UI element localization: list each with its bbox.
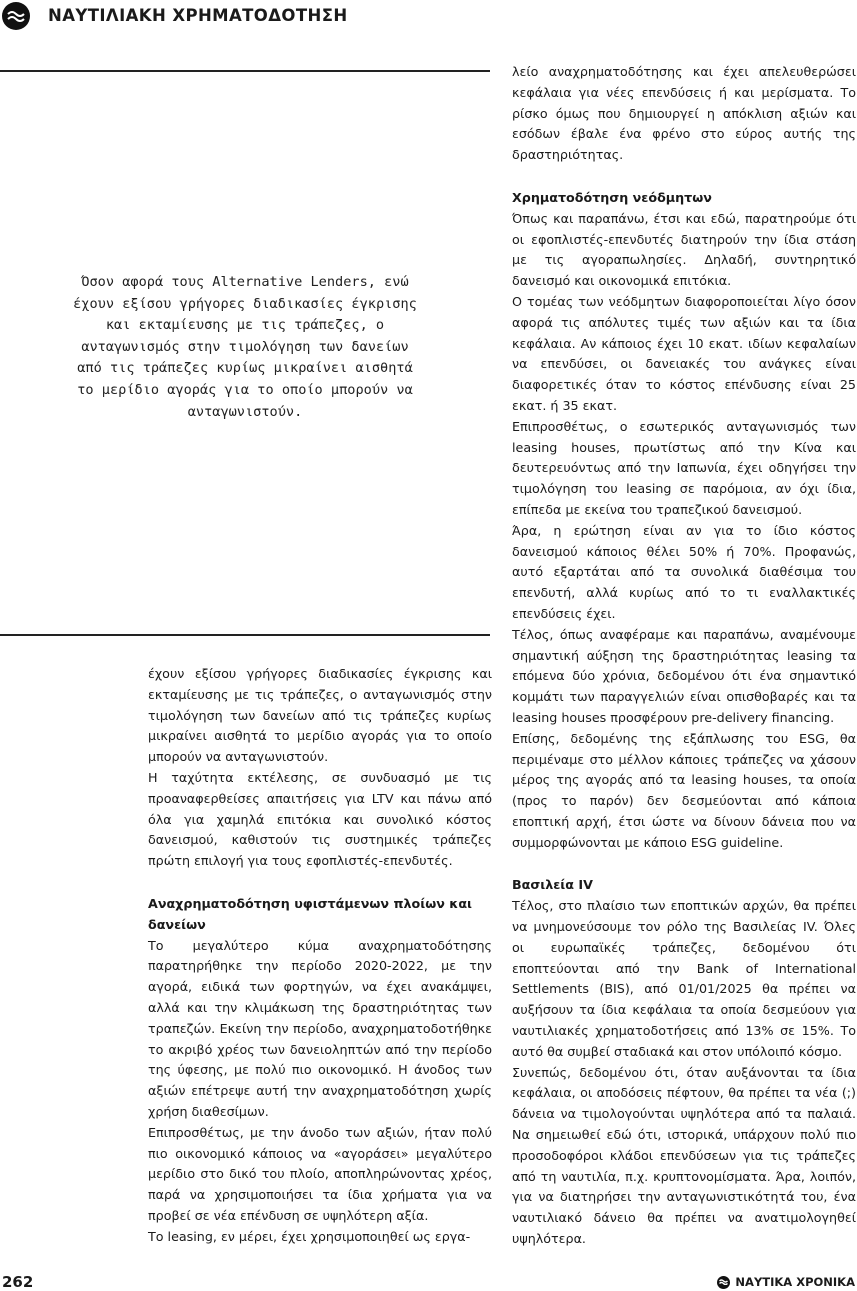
footer-brand: [717, 1275, 855, 1289]
pullquote-divider: [0, 634, 490, 636]
top-divider: [0, 70, 490, 72]
paragraph: Επιπροσθέτως, με την άνοδο των αξιών, ήταν πολύ πιο οικονομικό κάποιος να «αγοράσει» μεγαλύτερο μερίδιο στο δικό του πλοίο, αποπληρώνοντας χρέος, παρά να χρησιμοποιήσει τα ίδια χρήματα για να προβεί σε νέα επένδυση σε υψηλότερη αξία.: [148, 1124, 492, 1223]
section-heading-refinancing: Αναχρηματοδότηση υφιστάμενων πλοίων και δανείων: [148, 895, 472, 932]
section-heading-basel-iv: Βασιλεία IV: [512, 877, 593, 893]
page-number: 262: [2, 1273, 34, 1291]
paragraph: Επιπροσθέτως, ο εσωτερικός ανταγωνισμός των leasing houses, πρωτίστως από την Κίνα και δευτερευόντως από την Ιαπωνία, έχει οδηγήσει την τιμολόγηση του leasing σε παρόμοια, αν όχι ίδια, επίπεδα με εκείνα του τραπεζικού δανεισμού.: [512, 418, 856, 517]
section-title: ΝΑΥΤΙΛΙΑΚΗ ΧΡΗΜΑΤΟΔΟΤΗΣΗ: [48, 6, 348, 25]
brand-name: ΝΑΥΤΙΚΑ ΧΡΟΝΙΚΑ: [735, 1275, 855, 1289]
left-column: [148, 664, 492, 1248]
pull-quote: Όσον αφορά τους Alternative Lenders, ενώ έχουν εξίσου γρήγορες διαδικασίες έγκρισης και εκταμίευσης με τις τράπεζες, ο ανταγωνισμός στην τιμολόγηση των δανείων από τις τράπεζες κυρίως μικραίνει αισθητά το μερίδιο αγοράς για το οποίο μπορούν να ανταγωνιστούν.: [73, 274, 417, 420]
wave-logo-icon: [2, 2, 30, 30]
paragraph: Συνεπώς, δεδομένου ότι, όταν αυξάνονται τα ίδια κεφάλαια, οι αποδόσεις πέφτουν, θα πρέπει τα νέα (;) δάνεια να τιμολογούνται υψηλότερα από τα παλαιά. Να σημειωθεί εδώ ότι, ιστορικά, υπάρχουν πολύ πιο προσοδοφόροι κλάδοι επενδύσεων για τις τράπεζες από τη ναυτιλία, π.χ. κρυπτονομίσματα. Άρα, λοιπόν, για να διατηρήσει την ανταγωνιστικότητά του, ένα ναυτιλιακό δάνειο θα πρέπει να ανατιμολογηθεί υψηλότερα.: [512, 1064, 856, 1247]
right-column: [512, 62, 856, 1250]
paragraph: Άρα, η ερώτηση είναι αν για το ίδιο κόστος δανεισμού κάποιος θέλει 50% ή 70%. Προφανώς, αυτό εξαρτάται από τα συνολικά διαθέσιμα του επενδυτή, αλλά κυρίως από το τι εναλλακτικές επενδύσεις έχει.: [512, 522, 856, 621]
paragraph: Επίσης, δεδομένης της εξάπλωσης του ESG, θα περιμέναμε στο μέλλον κάποιες τράπεζες να χάσουν μέρος της αγοράς από τα leasing houses, τα οποία (προς το παρόν) δεν δεσμεύονται από κάποια εποπτική αρχή, έτσι ώστε να δίνουν δάνεια που να συμμορφώνονται με κάποιο ESG guideline.: [512, 730, 856, 850]
paragraph: Τέλος, στο πλαίσιο των εποπτικών αρχών, θα πρέπει να μνημονεύσουμε τον ρόλο της Βασιλείας IV. Όλες οι ευρωπαϊκές τράπεζες, δεδομένου ότι εποπτεύονται από την Bank of International Settlements (BIS), από 01/01/2025 θα πρέπει να αυξήσουν τα ίδια κεφάλαια τα οποία δεσμεύουν για ναυτιλιακές χρηματοδοτήσεις από 13% σε 15%. Το αυτό θα συμβεί σταδιακά και στον υπόλοιπό κόσμο.: [512, 898, 856, 1059]
section-heading-newbuildings: Χρηματοδότηση νεόδμητων: [512, 189, 712, 205]
paragraph: Το leasing, εν μέρει, έχει χρησιμοποιηθεί ως εργα-: [148, 1228, 471, 1244]
wave-logo-icon: [717, 1276, 730, 1289]
paragraph: Τέλος, όπως αναφέραμε και παραπάνω, αναμένουμε σημαντική αύξηση της δραστηριότητας leasing τα επόμενα δύο χρόνια, δεδομένου ότι ένα σημαντικό κομμάτι των παραγγελιών είναι οπισθοβαρές και τα leasing houses προσφέρουν pre-delivery financing.: [512, 626, 856, 725]
paragraph: Το μεγαλύτερο κύμα αναχρηματοδότησης παρατηρήθηκε την περίοδο 2020-2022, με την αγορά, ειδικά των φορτηγών, να έχει ανακάμψει, αλλά και την κλιμάκωση της δραστηριότητας των τραπεζών. Εκείνη την περίοδο, αναχρηματοδοτήθηκε το ακριβό χρέος των δανειοληπτών από την περίοδο της ύφεσης, με πολύ πιο οικονομικό. Η άνοδος των αξιών επέτρεψε αυτή την αναχρηματοδότηση χωρίς χρήση διαθεσίμων.: [148, 937, 492, 1119]
paragraph: έχουν εξίσου γρήγορες διαδικασίες έγκρισης και εκταμίευσης με τις τράπεζες, ο ανταγωνισμός στην τιμολόγηση των δανείων από τις τράπεζες κυρίως μικραίνει αισθητά το μερίδιο αγοράς για το οποίο μπορούν να ανταγωνιστούν.: [148, 666, 492, 765]
paragraph: Όπως και παραπάνω, έτσι και εδώ, παρατηρούμε ότι οι εφοπλιστές-επενδυτές διατηρούν την ίδια στάση με τις αγοραπωλησίες. Δηλαδή, συντηρητικό δανεισμό και οικονομικά επιτόκια.: [512, 210, 856, 289]
paragraph: λείο αναχρηματοδότησης και έχει απελευθερώσει κεφάλαια για νέες επενδύσεις ή και μερίσματα. Το ρίσκο όμως που δημιουργεί η απόκλιση αξιών και εσόδων έβαλε ένα φρένο στο εύρος αυτής της δραστηριότητας.: [512, 64, 856, 163]
paragraph: Ο τομέας των νεόδμητων διαφοροποιείται λίγο όσον αφορά τις απόλυτες τιμές των αξιών και τα ίδια κεφάλαια. Αν κάποιος έχει 10 εκατ. ιδίων κεφαλαίων να επενδύσει, οι δανειακές του ανάγκες είναι διαφορετικές όταν το κόστος επένδυσης είναι 25 εκατ. ή 35 εκατ.: [512, 293, 856, 413]
paragraph: Η ταχύτητα εκτέλεσης, σε συνδυασμό με τις προαναφερθείσες απαιτήσεις για LTV και πάνω από όλα για χαμηλά επιτόκια και συνολικό κόστος δανεισμού, καθιστούν τις συστημικές τράπεζες πρώτη επιλογή για τους εφοπλιστές-επενδυτές.: [148, 769, 492, 869]
